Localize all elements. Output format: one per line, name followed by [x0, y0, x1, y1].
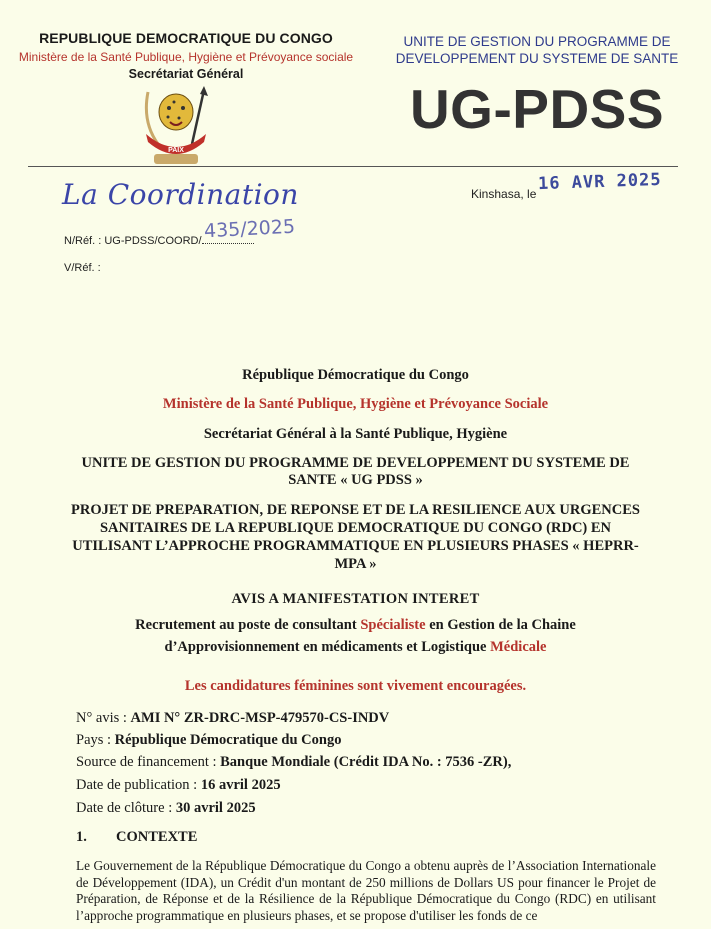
date-stamp: 16 AVR 2025: [537, 169, 662, 195]
detail-country: [76, 732, 341, 749]
section-number: 1.: [76, 829, 87, 845]
recruitment-medical: Médicale: [490, 639, 547, 655]
recruitment-part1: Recrutement au poste de consultant: [135, 617, 361, 633]
header-unit-name: [392, 33, 682, 67]
body-country: République Démocratique du Congo: [242, 367, 469, 383]
detail-label: Source de financement :: [76, 754, 221, 770]
detail-closing-date: [76, 800, 256, 817]
body-secretariat: Secrétariat Général à la Santé Publique, Hygiène: [203, 426, 508, 442]
context-paragraph: Le Gouvernement de la République Démocratique du Congo a obtenu auprès de l’Association Internationale de Développement (IDA), un Crédit d'un montant de 250 millions de Dollars US pour financer le Projet de Préparation, de Réponse et de la Résilience de la République Démocratique du Congo (RDC) en utilisant l’approche programmatique en plusieurs phases, et se propose d'utiliser les fonds de ce: [76, 858, 656, 923]
detail-value: AMI N° ZR-DRC-MSP-479570-CS-INDV: [130, 710, 390, 726]
detail-value: 16 avril 2025: [200, 777, 281, 793]
coat-of-arms-emblem: [138, 82, 214, 166]
detail-value: Banque Mondiale (Crédit IDA No. : 7536 -ZR),: [220, 754, 512, 770]
body-unit: UNITE DE GESTION DU PROGRAMME DE DEVELOPPEMENT DU SYSTEME DE SANTE « UG PDSS »: [81, 455, 630, 488]
body-ministry: Ministère de la Santé Publique, Hygiène et Prévoyance Sociale: [162, 396, 549, 412]
header-unit-line2: DEVELOPPEMENT DU SYSTEME DE SANTE: [395, 51, 679, 66]
detail-notice-number: [76, 710, 389, 727]
section-title: CONTEXTE: [116, 829, 198, 845]
header-divider: [28, 166, 678, 167]
recruitment-title: [80, 614, 631, 658]
header-secretariat: Secrétariat Général: [128, 67, 244, 81]
header-country: REPUBLIQUE DEMOCRATIQUE DU CONGO: [39, 30, 333, 46]
notice-title: AVIS A MANIFESTATION INTERET: [231, 591, 480, 607]
detail-value: 30 avril 2025: [175, 800, 256, 816]
body-project: PROJET DE PREPARATION, DE REPONSE ET DE LA RESILIENCE AUX URGENCES SANITAIRES DE LA REPUBLIQUE DEMOCRATIQUE DU CONGO (RDC) EN UTILISANT L’APPROCHE PROGRAMMATIQUE EN PLUSIEURS PHASES « HEPRR-MPA »: [71, 502, 640, 572]
your-reference: V/Réf. :: [64, 262, 101, 274]
header-unit-line1: UNITE DE GESTION DU PROGRAMME DE: [403, 34, 671, 49]
recruitment-part2: en Gestion de la Chaine d’Approvisionnement en médicaments et Logistique: [164, 617, 576, 655]
coordination-heading: La Coordination: [62, 178, 299, 211]
section-heading: [76, 829, 197, 846]
recruitment-specialist: Spécialiste: [360, 617, 426, 633]
detail-funding-source: [76, 754, 511, 771]
detail-publication-date: [76, 777, 281, 794]
header-ministry: Ministère de la Santé Publique, Hygiène et Prévoyance sociale: [18, 50, 354, 64]
detail-label: N° avis :: [76, 710, 131, 726]
women-candidates-note: Les candidatures féminines sont vivement encouragées.: [184, 678, 527, 694]
detail-label: Date de publication :: [76, 777, 201, 793]
emblem-motto: PAIX: [168, 147, 184, 154]
detail-label: Date de clôture :: [76, 800, 176, 816]
brand-logo-text: UG-PDSS: [409, 78, 665, 140]
detail-value: République Démocratique du Congo: [114, 732, 342, 748]
our-reference-label: N/Réf. : UG-PDSS/COORD/: [64, 235, 202, 247]
handwritten-reference-number: 435/2025: [203, 215, 296, 243]
place-label: Kinshasa, le: [471, 187, 537, 201]
detail-label: Pays :: [76, 732, 115, 748]
